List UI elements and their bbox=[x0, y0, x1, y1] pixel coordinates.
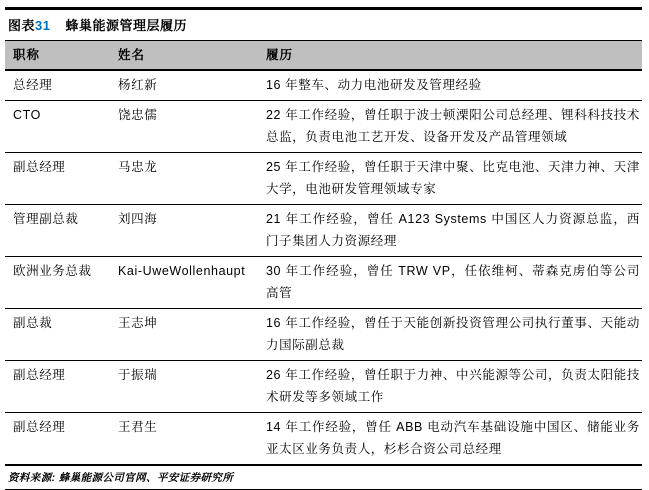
cell-position: 管理副总裁 bbox=[5, 205, 118, 257]
table-row bbox=[5, 257, 642, 309]
cell-resume: 22 年工作经验，曾任职于波士顿溧阳公司总经理、锂科科技技术总监，负责电池工艺开发、设备开发及产品管理领域 bbox=[266, 101, 642, 153]
cell-name: 王君生 bbox=[118, 413, 266, 466]
cell-name: 王志坤 bbox=[118, 309, 266, 361]
cell-position: 总经理 bbox=[5, 70, 118, 101]
figure-label-prefix: 图表 bbox=[8, 18, 36, 33]
cell-resume: 14 年工作经验，曾任 ABB 电动汽车基础设施中国区、储能业务亚太区业务负责人，杉杉合资公司总经理 bbox=[266, 413, 642, 466]
table-row bbox=[5, 205, 642, 257]
cell-name: Kai-UweWollenhaupt bbox=[118, 257, 266, 309]
cell-resume: 26 年工作经验，曾任职于力神、中兴能源等公司，负责太阳能技术研发等多领域工作 bbox=[266, 361, 642, 413]
cell-resume: 30 年工作经验，曾任 TRW VP，任依维柯、蒂森克虏伯等公司高管 bbox=[266, 257, 642, 309]
cell-resume: 21 年工作经验，曾任 A123 Systems 中国区人力资源总监，西门子集团人力资源经理 bbox=[266, 205, 642, 257]
figure-title-text: 蜂巢能源管理层履历 bbox=[65, 18, 187, 33]
cell-name: 马忠龙 bbox=[118, 153, 266, 205]
cell-position: 欧洲业务总裁 bbox=[5, 257, 118, 309]
column-header-resume: 履历 bbox=[266, 41, 642, 71]
cell-resume: 16 年整车、动力电池研发及管理经验 bbox=[266, 70, 642, 101]
management-table bbox=[5, 40, 642, 466]
table-row bbox=[5, 153, 642, 205]
cell-position: CTO bbox=[5, 101, 118, 153]
column-header-name: 姓名 bbox=[118, 41, 266, 71]
cell-position: 副总经理 bbox=[5, 153, 118, 205]
table-row bbox=[5, 413, 642, 466]
table-header-row bbox=[5, 41, 642, 71]
cell-resume: 16 年工作经验，曾任于天能创新投资管理公司执行董事、天能动力国际副总裁 bbox=[266, 309, 642, 361]
cell-name: 刘四海 bbox=[118, 205, 266, 257]
table-row bbox=[5, 70, 642, 101]
table-row bbox=[5, 309, 642, 361]
cell-name: 于振瑞 bbox=[118, 361, 266, 413]
figure-label-number: 31 bbox=[35, 18, 51, 33]
column-header-position: 职称 bbox=[5, 41, 118, 71]
source-note: 资料来源: 蜂巢能源公司官网、平安证券研究所 bbox=[5, 466, 642, 490]
table-row bbox=[5, 361, 642, 413]
figure-title bbox=[5, 10, 642, 40]
cell-position: 副总经理 bbox=[5, 361, 118, 413]
cell-name: 杨红新 bbox=[118, 70, 266, 101]
table-row bbox=[5, 101, 642, 153]
cell-resume: 25 年工作经验，曾任职于天津中聚、比克电池、天津力神、天津大学，电池研发管理领域专家 bbox=[266, 153, 642, 205]
cell-position: 副总经理 bbox=[5, 413, 118, 466]
cell-name: 饶忠儒 bbox=[118, 101, 266, 153]
cell-position: 副总裁 bbox=[5, 309, 118, 361]
